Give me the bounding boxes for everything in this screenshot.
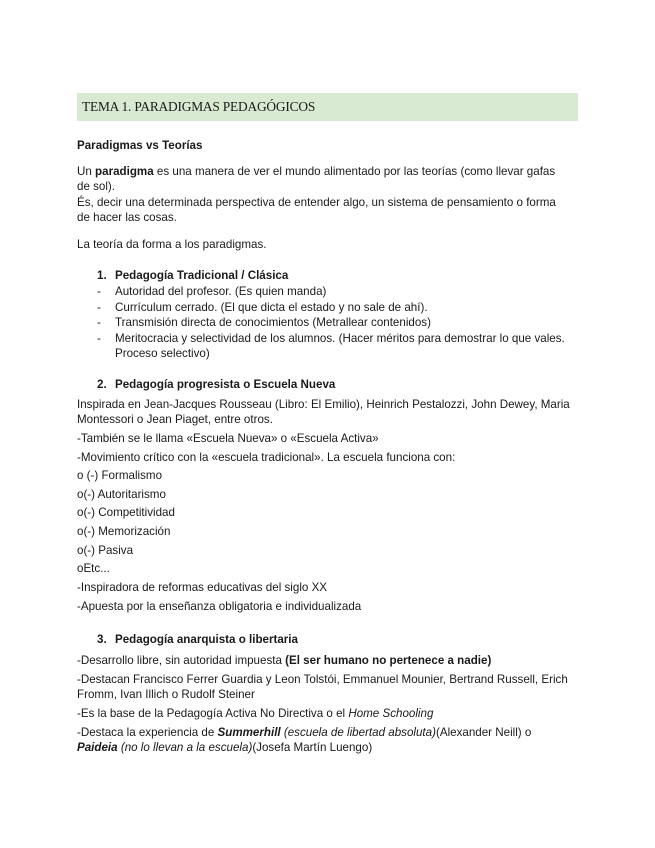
document-page: TEMA 1. PARADIGMAS PEDAGÓGICOS Paradigmas vs Teorías Un paradigma es una manera de ver el mundo alimentado por las teorías (como llevar gafas de sol). És, decir una determinada perspectiva de entender algo, un sistema de pensamiento o forma de hacer las cosas. La teoría da forma a los paradigmas. 1. Pedagogía Tradicional / Clásica - Autoridad del profesor. (Es quien manda) - Currículum cerrado. (El que dicta el estado y no sale de ahí). - Transmisión directa de conocimientos (Metrallear contenidos) - Meritocracia y selectividad de los alumnos. (Hacer méritos para demostrar lo que vales. Proceso selectivo) 2. Pedagogía progresista o Escuela Nueva Inspirada en Jean-Jacques Rousseau (Libro: El Emilio), Heinrich Pestalozzi, John Dewey, Maria Montessori o Jean Piaget, entre otros. -También se le llama «Escuela Nueva» o «Escuela Activa» -Movimiento crítico con la «escuela tradicional». La escuela funciona con: o (-) Formalismo o(-) Autoritarismo o(-) Competitividad o(-) Memorización o(-) Pasiva oEtc... -Inspiradora de reformas educativas del siglo XX -Apuesta por la enseñanza obligatoria e individualizada 3. Pedagogía anarquista o libertaria -Desarrollo libre, sin autoridad impuesta (El ser humano no pertenece a nadie) -Destacan Francisco Ferrer Guardia y Leon Tolstói, Emmanuel Mounier, Bertrand Russell, Erich Fromm, Ivan Illich o Rudolf Steiner -Es la base de la Pedagogía Activa No Directiva o el Home Schooling -Destaca la experiencia de Summerhill (escuela de libertad absoluta)(Alexander Neill) o Paideia (no lo llevan a la escuela)(Josefa Martín Luengo) bbox=[0, 0, 655, 848]
summerhill-term: Summerhill bbox=[217, 726, 281, 739]
page-title: TEMA 1. PARADIGMAS PEDAGÓGICOS bbox=[82, 99, 316, 114]
section-2-line: -Movimiento crítico con la «escuela tradicional». La escuela funciona con: bbox=[77, 451, 456, 464]
section-3-line: Fromm, Ivan Illich o Rudolf Steiner bbox=[77, 688, 255, 701]
section-2-item: o(-) Competitividad bbox=[77, 506, 175, 519]
section-2-item: o (-) Formalismo bbox=[77, 469, 163, 482]
section-2-item: oEtc... bbox=[77, 562, 110, 575]
section-3-line: -Es la base de la Pedagogía Activa No Directiva o el Home Schooling bbox=[77, 707, 434, 720]
intro-line-1: Un paradigma es una manera de ver el mundo alimentado por las teorías (como llevar gafas bbox=[77, 165, 556, 178]
section-3-line: -Desarrollo libre, sin autoridad impuesta (El ser humano no pertenece a nadie) bbox=[77, 654, 492, 667]
paradigma-term: paradigma bbox=[95, 165, 154, 178]
section-3-heading: 3. Pedagogía anarquista o libertaria bbox=[97, 633, 298, 646]
section-3-line: Paideia (no lo llevan a la escuela)(Josefa Martín Luengo) bbox=[77, 741, 373, 754]
section-2-item: o(-) Pasiva bbox=[77, 544, 134, 557]
section-1-heading: 1. Pedagogía Tradicional / Clásica bbox=[97, 269, 289, 282]
intro-line-2: de sol). bbox=[77, 180, 116, 193]
intro-paragraph-2: La teoría da forma a los paradigmas. bbox=[77, 238, 267, 251]
section-2-line: -Inspiradora de reformas educativas del siglo XX bbox=[77, 581, 328, 594]
section-2-heading: 2. Pedagogía progresista o Escuela Nueva bbox=[97, 378, 336, 391]
section-2-line: -También se le llama «Escuela Nueva» o «Escuela Activa» bbox=[77, 432, 379, 445]
section-2-line: -Apuesta por la enseñanza obligatoria e individualizada bbox=[77, 600, 362, 613]
subtitle: Paradigmas vs Teorías bbox=[77, 139, 203, 152]
section-2-item: o(-) Autoritarismo bbox=[77, 488, 166, 501]
section-2-line: Montessori o Jean Piaget, entre otros. bbox=[77, 413, 273, 426]
intro-line-3: És, decir una determinada perspectiva de entender algo, un sistema de pensamiento o forma bbox=[77, 196, 556, 209]
home-schooling-term: Home Schooling bbox=[348, 707, 434, 720]
anarchist-motto: (El ser humano no pertenece a nadie) bbox=[285, 654, 492, 667]
section-2-line: Inspirada en Jean-Jacques Rousseau (Libro: El Emilio), Heinrich Pestalozzi, John Dewey, Maria bbox=[77, 398, 570, 411]
section-3-line: -Destaca la experiencia de Summerhill (escuela de libertad absoluta)(Alexander Neill) o bbox=[77, 726, 532, 739]
intro-line-4: de hacer las cosas. bbox=[77, 211, 177, 224]
section-2-item: o(-) Memorización bbox=[77, 525, 171, 538]
paideia-term: Paideia bbox=[77, 741, 118, 754]
section-3-line: -Destacan Francisco Ferrer Guardia y Leon Tolstói, Emmanuel Mounier, Bertrand Russell, Erich bbox=[77, 673, 568, 686]
